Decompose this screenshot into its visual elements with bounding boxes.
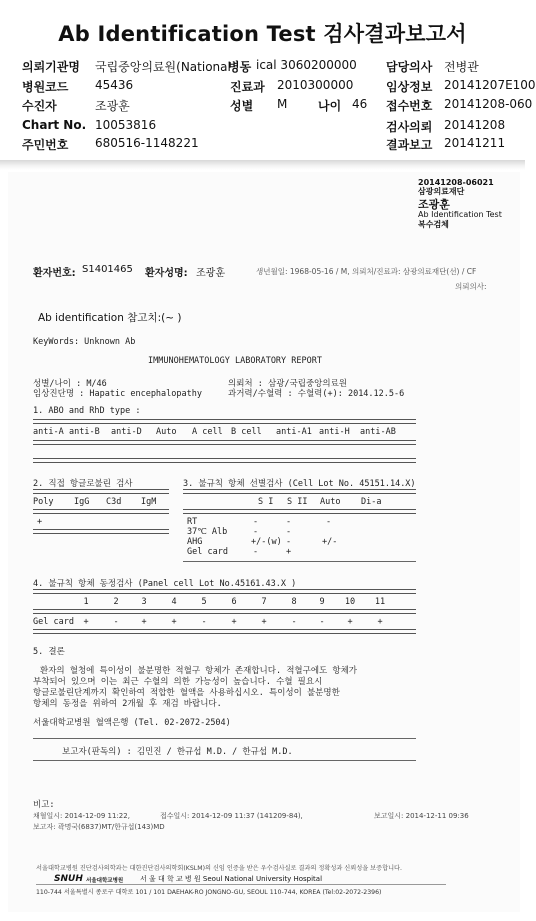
ward-label: 병동 <box>228 60 252 74</box>
age-value: 46 <box>352 97 368 111</box>
abo-col-3: anti-D <box>111 427 142 437</box>
reported-time: 보고일시: 2014-12-11 09:36 <box>374 812 469 820</box>
panel-cell-value-8: - <box>291 617 297 627</box>
keywords: KeyWords: Unknown Ab <box>33 337 136 347</box>
screen-rule-bottom <box>183 561 416 562</box>
conclusion-line-2: 부착되어 있으며 이는 최근 수혈의 의한 가능성이 높습니다. 수혈 필요시 <box>33 677 323 687</box>
patient-detail: 생년월일: 1968-05-16 / M, 의뢰처/진료과: 삼광의료재단(선) / CF <box>256 267 477 276</box>
panel-cell-value-9: - <box>319 617 325 627</box>
request-label: 검사의뢰 <box>386 120 433 134</box>
referrer-line: 의뢰처 : 삼광/국립중앙의료원 <box>228 379 348 389</box>
receipt-no-value: 20141208-060 <box>444 97 533 111</box>
screen-row-alb-label: 37℃ Alb <box>187 527 228 537</box>
panel-cell-value-11: + <box>377 617 383 627</box>
report-title: Ab Identification Test 검사결과보고서 <box>58 22 467 46</box>
stamp-line-4: Ab Identification Test <box>418 210 502 219</box>
snuh-logo: SNUH <box>54 874 83 884</box>
stamp-line-3: 조광훈 <box>418 198 450 211</box>
screen-row-ahg-s2: - <box>286 537 292 547</box>
rrn-label: 주민번호 <box>22 138 69 152</box>
panel-cell-header-4: 4 <box>171 597 177 607</box>
hospital-code-label: 병원코드 <box>22 80 69 94</box>
dat-col-c3d: C3d <box>106 497 122 507</box>
screen-row-rt-auto: - <box>326 517 332 527</box>
sex-label: 성별 <box>230 99 254 113</box>
panel-rule-mid <box>33 609 416 614</box>
abo-col-8: anti-H <box>319 427 350 437</box>
abo-rule-bottom <box>33 458 416 463</box>
stamp-line-1: 20141208-06021 <box>418 178 494 187</box>
dept-value: 2010300000 <box>277 78 354 92</box>
hospital-name: 서 울 대 학 교 병 원 Seoul National University Hospital <box>140 875 323 883</box>
screen-rule-top <box>183 489 416 494</box>
hospital-address: 110-744 서울특별시 종로구 대학로 101 / 101 DAEHAK-RO JONGNO-GU, SEOUL 110-744, KOREA (Tel:02-2072-2396) <box>36 889 382 896</box>
screen-row-rt-label: RT <box>187 517 198 527</box>
stamp-line-2: 삼광의료재단 <box>418 187 465 196</box>
screen-row-gel-label: Gel card <box>187 547 228 557</box>
screen-col-auto: Auto <box>320 497 341 507</box>
report-label: 결과보고 <box>386 138 433 152</box>
collected-time: 채혈일시: 2014-12-09 11:22, <box>33 812 130 820</box>
patient-name-label: 환자성명: <box>145 268 188 279</box>
abo-col-6: B cell <box>231 427 262 437</box>
receipt-no-label: 접수번호 <box>386 99 433 113</box>
abo-col-2: anti-B <box>69 427 100 437</box>
dat-col-igg: IgG <box>74 497 90 507</box>
hospital-code-value: 45436 <box>95 78 134 92</box>
received-time: 접수일시: 2014-12-09 11:37 (141209-84), <box>160 812 303 820</box>
chart-value: 10053816 <box>95 118 157 132</box>
patient-no-label: 환자번호: <box>33 268 76 279</box>
certification-note: 서울대학교병원 진단검사의학과는 대한진단검사의학회(KSLM)의 신임 인증을 받은 우수검사실로 결과의 정확성과 신뢰성을 보증합니다. <box>36 865 402 872</box>
ward-value: ical 3060200000 <box>256 58 357 72</box>
lab-report-title: IMMUNOHEMATOLOGY LABORATORY REPORT <box>148 356 322 366</box>
patient-label: 수진자 <box>22 99 57 113</box>
conclusion-line-1: 환자의 혈청에 특이성이 불분명한 적혈구 항체가 존재합니다. 적혈구에도 항체가 <box>40 666 358 676</box>
screen-rule-mid <box>183 509 416 514</box>
screen-col-s2: S II <box>287 497 308 507</box>
dat-col-igm: IgM <box>141 497 157 507</box>
stamp-line-5: 복수검체 <box>418 220 449 229</box>
screen-row-ahg-auto: +/- <box>322 537 338 547</box>
screen-row-rt-s2: - <box>286 517 292 527</box>
diagnosis-line: 임상진단명 : Hapatic encephalopathy <box>33 389 202 399</box>
dat-rule-top <box>33 489 169 494</box>
screen-col-s1: S I <box>258 497 274 507</box>
abo-col-5: A cell <box>192 427 223 437</box>
panel-cell-header-1: 1 <box>83 597 89 607</box>
abo-col-7: anti-A1 <box>276 427 312 437</box>
request-value: 20141208 <box>444 118 506 132</box>
reporter-line: 보고자(판독의) : 김민진 / 한규섭 M.D. / 한규섭 M.D. <box>62 747 293 757</box>
panel-cell-value-6: + <box>231 617 237 627</box>
snuh-logo-kr: 서울대학교병원 <box>86 878 124 884</box>
panel-rule-bottom <box>33 629 416 634</box>
patient-no-value: S1401465 <box>82 264 133 275</box>
panel-cell-header-10: 10 <box>344 597 356 607</box>
abo-section-title: 1. ABO and RhD type : <box>33 406 141 416</box>
dat-rule-mid <box>33 509 169 514</box>
rrn-value: 680516-1148221 <box>95 136 199 150</box>
panel-cell-header-7: 7 <box>261 597 267 607</box>
institution-label: 의뢰기관명 <box>22 60 80 74</box>
ab-identification-title: Ab identification 참고치:(~ ) <box>38 312 182 324</box>
abo-rule-top <box>33 419 416 424</box>
patient-value: 조광훈 <box>95 99 130 113</box>
screen-row-gel-s1: - <box>253 547 259 557</box>
dat-section-title: 2. 직접 항글로불린 검사 <box>33 479 133 489</box>
screen-section-title: 3. 불규칙 항체 선별검사 (Cell Lot No. 45151.14.X) <box>183 479 416 489</box>
panel-cell-header-2: 2 <box>113 597 119 607</box>
chart-label: Chart No. <box>22 118 87 132</box>
conclusion-line-3: 항글로불린단계까지 확인하여 적합한 혈액을 사용하십시오. 특이성이 불분명한 <box>33 688 340 698</box>
clinical-info-value: 20141207E100 <box>444 78 536 92</box>
screen-col-dia: Di-a <box>361 497 382 507</box>
patient-name-value: 조광훈 <box>196 268 225 279</box>
referring-doctor: 의뢰의사: <box>455 282 487 291</box>
screen-row-ahg-label: AHG <box>187 537 203 547</box>
panel-cell-value-4: + <box>171 617 177 627</box>
panel-cell-header-8: 8 <box>291 597 297 607</box>
panel-row-label: Gel card <box>33 617 74 627</box>
panel-cell-header-6: 6 <box>231 597 237 607</box>
panel-rule-top <box>33 589 416 594</box>
panel-section-title: 4. 불규칙 항체 동정검사 (Panel cell Lot No.45161.43.X ) <box>33 579 297 589</box>
panel-cell-value-3: + <box>141 617 147 627</box>
screen-row-gel-s2: + <box>286 547 292 557</box>
dat-rule-bottom <box>33 529 169 534</box>
age-label: 나이 <box>318 99 342 113</box>
panel-cell-header-9: 9 <box>319 597 325 607</box>
doctor-label: 담당의사 <box>386 60 433 74</box>
dat-col-poly: Poly <box>33 497 54 507</box>
abo-col-1: anti-A <box>33 427 64 437</box>
blood-bank-contact: 서울대학교병원 혈액은행 (Tel. 02-2072-2504) <box>33 718 231 728</box>
screen-row-alb-s1: - <box>253 527 259 537</box>
abo-col-4: Auto <box>156 427 177 437</box>
doctor-value: 전병관 <box>444 60 479 74</box>
transfusion-line: 과거력/수혈력 : 수혈력(+): 2014.12.5-6 <box>228 389 405 399</box>
screen-row-alb-s2: - <box>286 527 292 537</box>
report-value: 20141211 <box>444 136 506 150</box>
panel-cell-value-5: - <box>201 617 207 627</box>
panel-cell-value-10: + <box>347 617 353 627</box>
reporters-line: 보고자: 곽명국(6837)MT/한규섭(143)MD <box>33 823 165 831</box>
panel-cell-value-7: + <box>261 617 267 627</box>
remarks-label: 비고: <box>33 800 55 810</box>
dat-value-poly: + <box>37 517 43 527</box>
sex-age-line: 성별/나이 : M/46 <box>33 379 107 389</box>
panel-cell-value-2: - <box>113 617 119 627</box>
reporter-rule-bottom <box>33 760 416 761</box>
dept-label: 진료과 <box>230 80 265 94</box>
panel-cell-value-1: + <box>83 617 89 627</box>
abo-rule-mid <box>33 440 416 445</box>
screen-row-ahg-s1: +/-(w) <box>251 537 282 547</box>
sex-value: M <box>277 97 288 111</box>
panel-cell-header-3: 3 <box>141 597 147 607</box>
conclusion-title: 5. 결론 <box>33 647 65 657</box>
clinical-info-label: 임상정보 <box>386 80 433 94</box>
header-divider <box>0 160 525 170</box>
institution-value: 국립중앙의료원(National <box>95 60 231 74</box>
conclusion-line-4: 항체의 동정을 위하여 2개월 후 재검 바랍니다. <box>33 699 222 709</box>
panel-cell-header-5: 5 <box>201 597 207 607</box>
screen-row-rt-s1: - <box>253 517 259 527</box>
footer-rule <box>36 884 446 885</box>
panel-cell-header-11: 11 <box>374 597 386 607</box>
reporter-rule-top <box>33 738 416 739</box>
abo-col-9: anti-AB <box>360 427 396 437</box>
